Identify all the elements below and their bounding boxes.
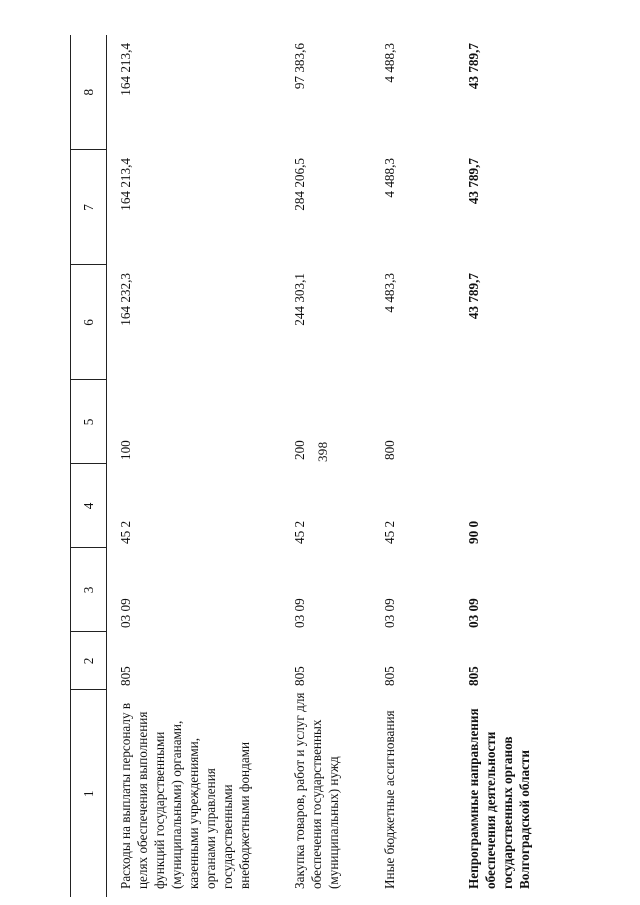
cell-amount-col7: 284 206,5 [292,158,307,211]
cell-amount-col6: 244 303,1 [292,273,307,326]
table-header-row [71,35,107,897]
cell-amount-col8: 164 213,4 [118,43,133,96]
row-name: Закупка товаров, работ и услуг для обеспечения государственных (муниципальных) нужд [292,692,341,889]
table-row [117,35,291,897]
cell-amount-col7: 43 789,7 [466,158,481,205]
column-header-1: 1 [71,690,107,897]
cell-ministry-code: 805 [382,666,397,686]
cell-amount-col6: 43 789,7 [466,273,481,320]
cell-amount-col6: 164 232,3 [118,273,133,326]
cell-section-code: 03 09 [382,598,397,628]
column-header-7: 7 [71,150,107,265]
cell-program-code: 45 2 [292,520,307,544]
table-row [291,35,381,897]
cell-ministry-code: 805 [118,666,133,686]
cell-ministry-code: 805 [466,666,481,686]
budget-table [70,35,635,897]
cell-amount-col7: 164 213,4 [118,158,133,211]
cell-amount-col8: 43 789,7 [466,43,481,90]
row-name: Иные бюджетные ассигнования [382,710,397,889]
cell-section-code: 03 09 [466,598,481,628]
column-header-8: 8 [71,35,107,150]
cell-expense-type: 100 [118,440,133,460]
column-header-5: 5 [71,380,107,464]
row-name: Непрограммные направления обеспечения деятельности государственных органов Волгоградской области [466,708,532,889]
budget-table-grid [70,35,575,897]
cell-section-code: 03 09 [118,598,133,628]
column-header-2: 2 [71,632,107,690]
cell-expense-type: 800 [382,440,397,460]
cell-amount-col8: 97 383,6 [292,43,307,90]
cell-amount-col7: 4 488,3 [382,158,397,198]
cell-program-code: 45 2 [118,520,133,544]
column-header-3: 3 [71,548,107,632]
page-number: 398 [315,441,330,462]
table-spacer-row [107,35,118,897]
cell-ministry-code: 805 [292,666,307,686]
cell-program-code: 45 2 [382,520,397,544]
column-header-6: 6 [71,265,107,380]
cell-expense-type [465,380,575,464]
column-header-4: 4 [71,464,107,548]
row-name: Расходы на выплаты персоналу в целях обеспечения выполнения функций государственными (муниципальными) органами, казенными учреждениями, органами управления государственными внебюджетными фондами [118,702,252,889]
cell-program-code: 90 0 [466,520,481,544]
cell-amount-col6: 4 483,3 [382,273,397,313]
table-row [381,35,465,897]
cell-amount-col8: 4 488,3 [382,43,397,83]
table-row-subtotal [465,35,575,897]
cell-expense-type: 200 [292,440,307,460]
cell-section-code: 03 09 [292,598,307,628]
